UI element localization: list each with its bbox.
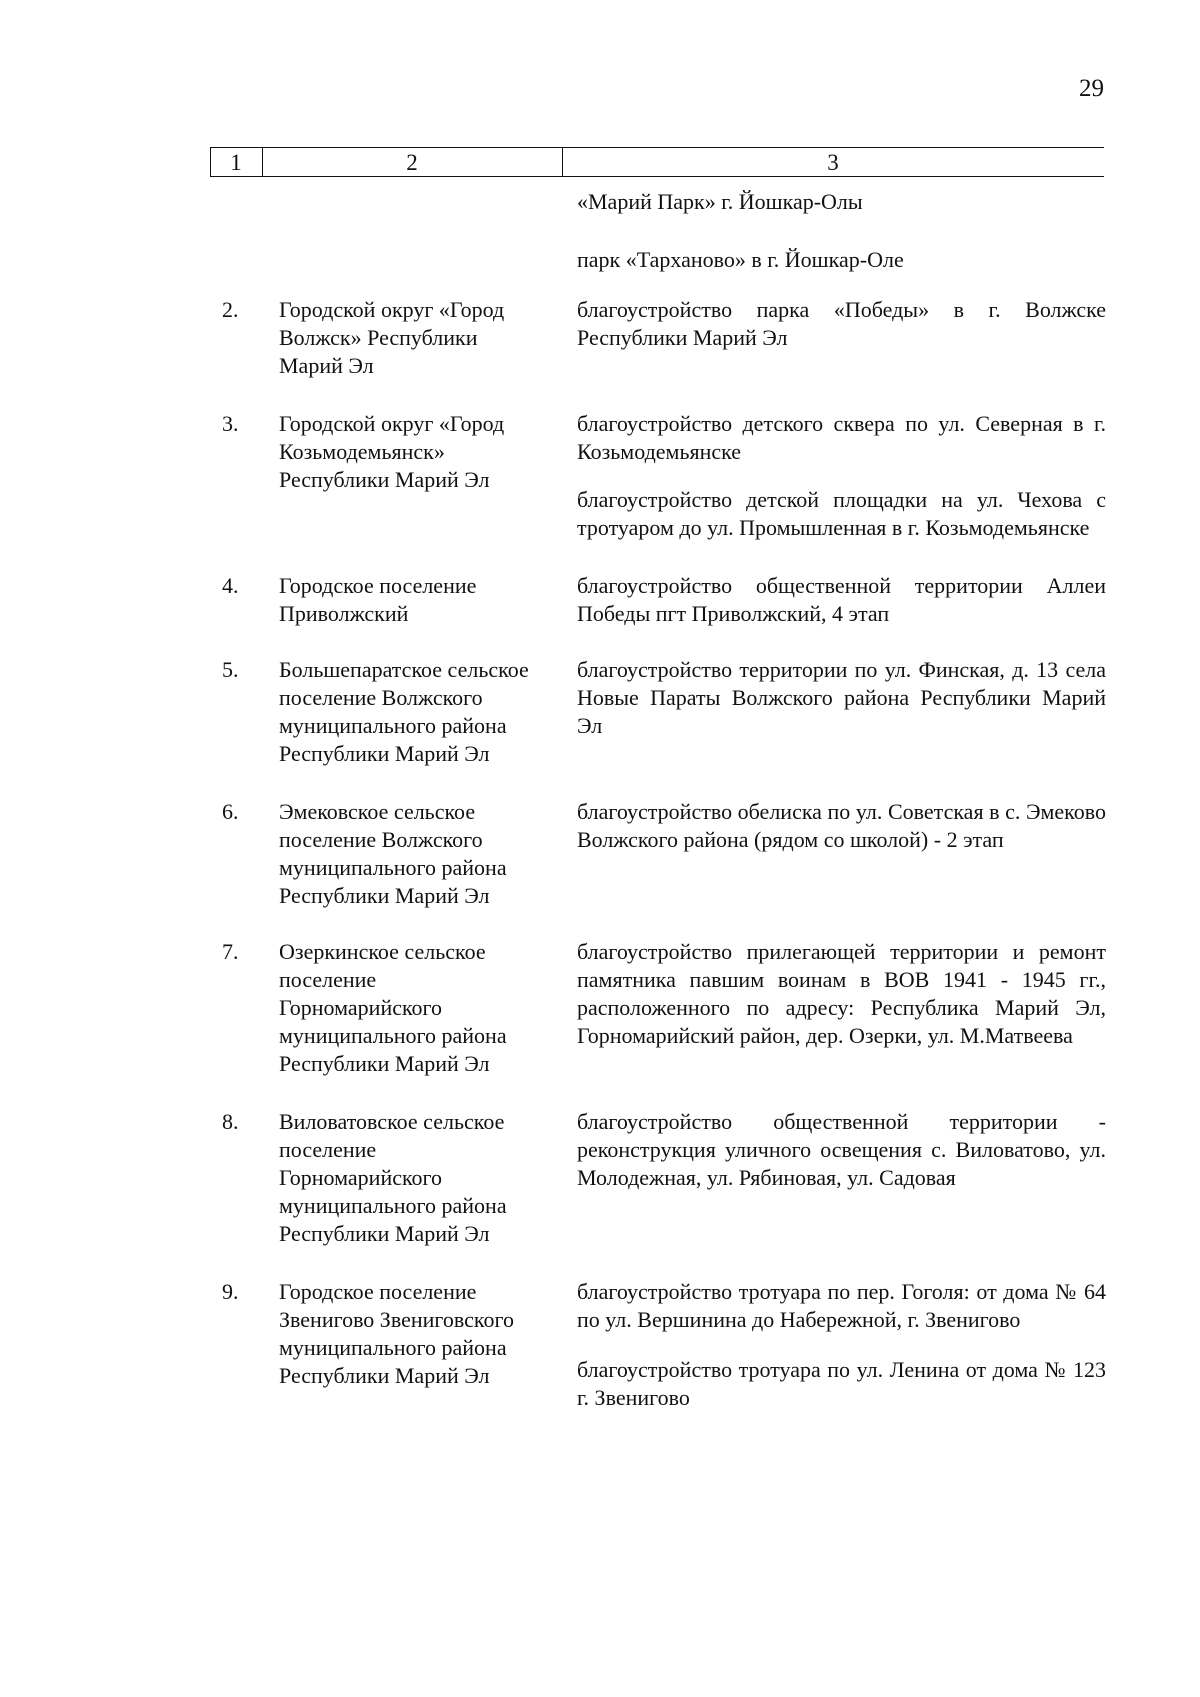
table-row bbox=[0, 938, 1200, 1078]
table-row bbox=[0, 572, 1200, 628]
projects-cell bbox=[577, 410, 1106, 542]
table-header-row bbox=[210, 147, 1104, 177]
municipality-name: Городское поселение Звенигово Звениговского муниципального района Республики Марий Эл bbox=[279, 1279, 514, 1388]
project-item: благоустройство общественной территории - реконструкция уличного освещения с. Виловатово, ул. Молодежная, ул. Рябиновая, ул. Садовая bbox=[577, 1109, 1106, 1190]
row-number: 6. bbox=[222, 799, 239, 824]
row-number: 7. bbox=[222, 939, 239, 964]
municipality-name: Эмековское сельское поселение Волжского муниципального района Республики Марий Эл bbox=[279, 799, 507, 908]
municipality-name: Большепаратское сельское поселение Волжского муниципального района Республики Марий Эл bbox=[279, 657, 529, 766]
projects-cell bbox=[577, 296, 1106, 352]
column-header-2: 2 bbox=[406, 150, 418, 175]
project-item: парк «Тарханово» в г. Йошкар-Оле bbox=[577, 247, 904, 272]
project-item: благоустройство прилегающей территории и ремонт памятника павшим воинам в ВОВ 1941 - 1945 гг., расположенного по адресу: Республика Марий Эл, Горномарийский район, дер. Озерки, ул. М.Матвеева bbox=[577, 939, 1106, 1048]
project-item: благоустройство тротуара по пер. Гоголя: от дома № 64 по ул. Вершинина до Набережной, г. Звенигово bbox=[577, 1279, 1106, 1332]
row-number: 4. bbox=[222, 573, 239, 598]
municipality-name: Городской округ «Город Козьмодемьянск» Республики Марий Эл bbox=[279, 411, 505, 492]
row-number: 2. bbox=[222, 297, 239, 322]
project-item: благоустройство обелиска по ул. Советская в с. Эмеково Волжского района (рядом со школой) - 2 этап bbox=[577, 799, 1106, 852]
projects-cell bbox=[577, 798, 1106, 854]
table-row bbox=[0, 1278, 1200, 1412]
projects-cell bbox=[577, 1108, 1106, 1192]
project-item: благоустройство тротуара по ул. Ленина от дома № 123 г. Звенигово bbox=[577, 1357, 1106, 1410]
row-number: 3. bbox=[222, 411, 239, 436]
table-row bbox=[0, 656, 1200, 768]
project-item: благоустройство детского сквера по ул. Северная в г. Козьмодемьянске bbox=[577, 411, 1106, 464]
column-header-3: 3 bbox=[827, 150, 839, 175]
column-header-1: 1 bbox=[230, 150, 242, 175]
projects-cell bbox=[577, 188, 1106, 274]
municipality-name: Озеркинское сельское поселение Горномарийского муниципального района Республики Марий Эл bbox=[279, 939, 507, 1076]
municipality-name: Виловатовское сельское поселение Горномарийского муниципального района Республики Марий Эл bbox=[279, 1109, 507, 1246]
table-row bbox=[0, 296, 1200, 380]
projects-cell bbox=[577, 572, 1106, 628]
projects-cell bbox=[577, 1278, 1106, 1412]
table-row bbox=[0, 188, 1200, 274]
municipality-name: Городской округ «Город Волжск» Республики Марий Эл bbox=[279, 297, 505, 378]
projects-cell bbox=[577, 656, 1106, 740]
municipality-name: Городское поселение Приволжский bbox=[279, 573, 477, 626]
table-row bbox=[0, 1108, 1200, 1248]
table-row bbox=[0, 798, 1200, 910]
projects-cell bbox=[577, 938, 1106, 1050]
project-item: благоустройство детской площадки на ул. Чехова с тротуаром до ул. Промышленная в г. Козьмодемьянске bbox=[577, 487, 1106, 540]
table-row bbox=[0, 410, 1200, 542]
table-body bbox=[0, 188, 1200, 1412]
row-number: 8. bbox=[222, 1109, 239, 1134]
project-item: благоустройство парка «Победы» в г. Волжске Республики Марий Эл bbox=[577, 297, 1106, 350]
project-item: благоустройство общественной территории Аллеи Победы пгт Приволжский, 4 этап bbox=[577, 573, 1106, 626]
row-number: 5. bbox=[222, 657, 239, 682]
project-item: «Марий Парк» г. Йошкар-Олы bbox=[577, 189, 863, 214]
project-item: благоустройство территории по ул. Финская, д. 13 села Новые Параты Волжского района Республики Марий Эл bbox=[577, 657, 1106, 738]
page-number: 29 bbox=[1079, 75, 1104, 102]
row-number: 9. bbox=[222, 1279, 239, 1304]
